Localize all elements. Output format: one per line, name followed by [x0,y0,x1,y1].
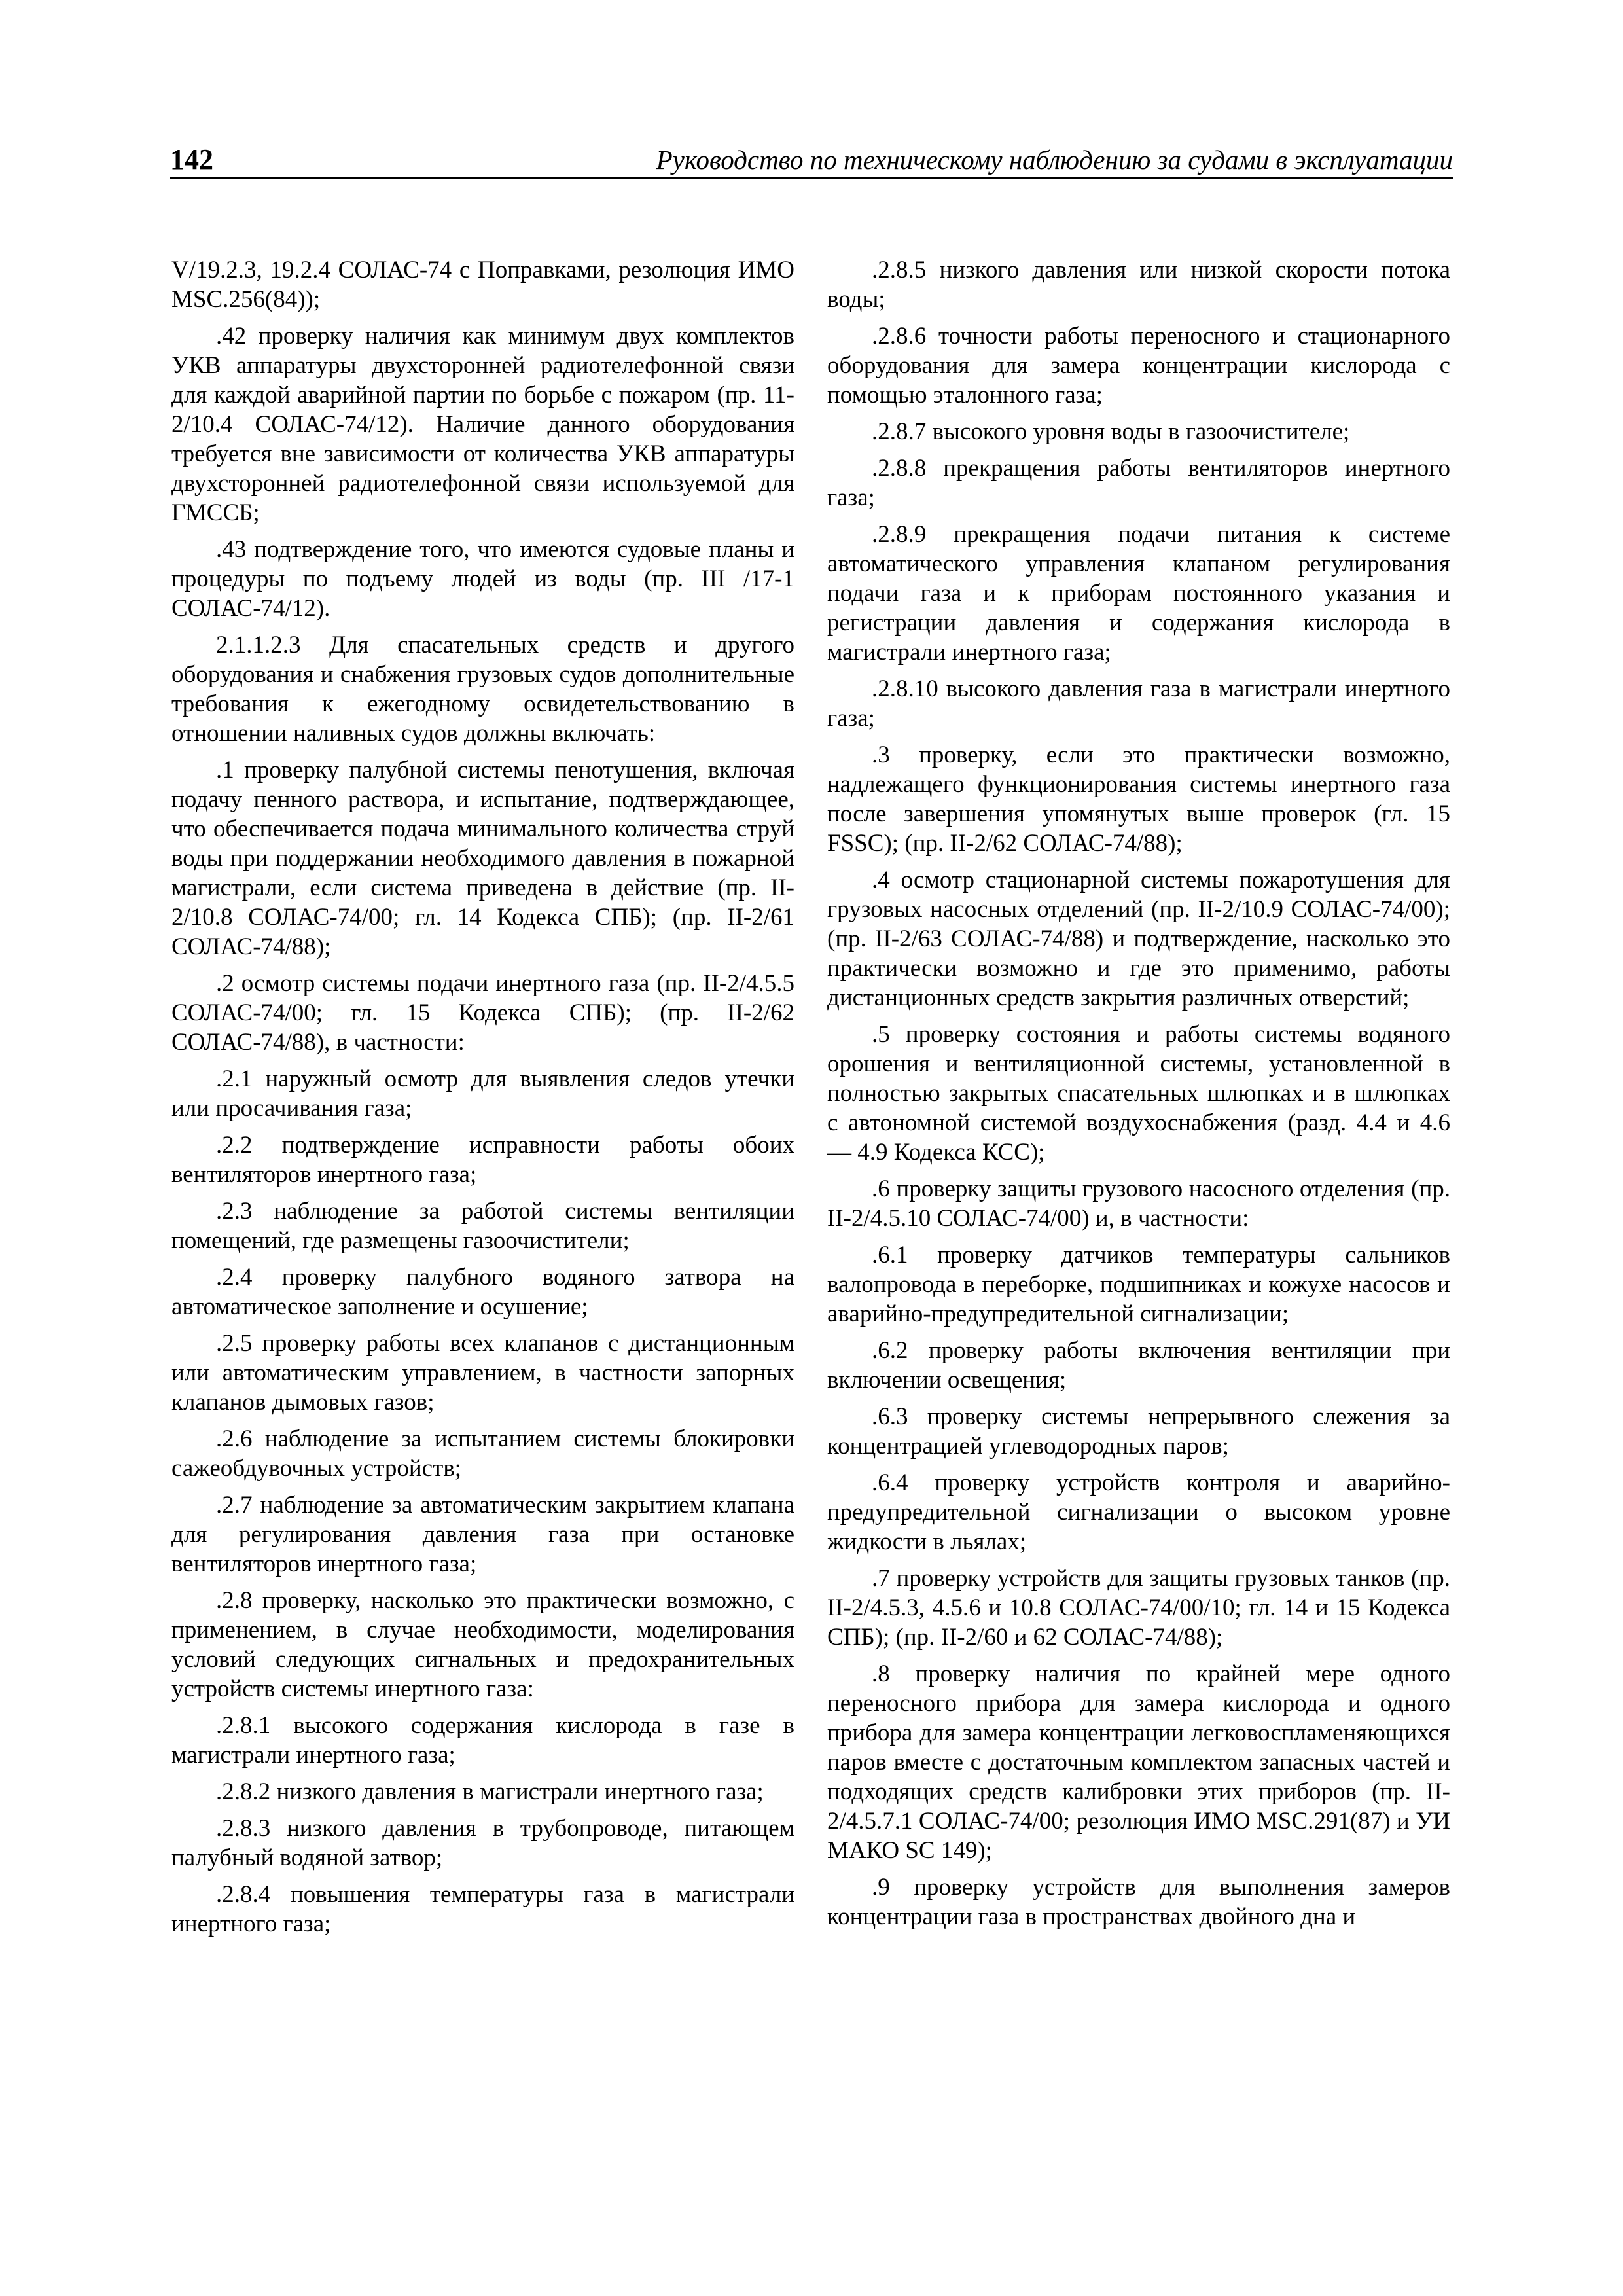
paragraph: .6.2 проверку работы включения вентиляции при включении освещения; [827,1337,1450,1393]
paragraph: .6.3 проверку системы непрерывного слежения за концентрацией углеводородных паров; [827,1403,1450,1460]
paragraph: .2 осмотр системы подачи инертного газа (пр. II-2/4.5.5 СОЛАС-74/00; гл. 15 Кодекса СПБ); (пр. II-2/62 СОЛАС-74/88), в частности: [171,970,794,1056]
paragraph: .2.8.9 прекращения подачи питания к системе автоматического управления клапаном регулирования подачи газа и к приборам постоянного указания и регистрации давления и содержания кислорода в магистрали инертного газа; [827,521,1450,666]
running-title: Руководство по техническому наблюдению за судами в эксплуатации [656,145,1453,175]
paragraph: .1 проверку палубной системы пенотушения, включая подачу пенного раствора, и испытание, подтверждающее, что обеспечивается подача минимального количества струй воды при поддержании необходимого давления в пожарной магистрали, если система приведена в действие (пр. II-2/10.8 СОЛАС-74/00; гл. 14 Кодекса СПБ); (пр. II-2/61 СОЛАС-74/88); [171,757,794,960]
paragraph: .6 проверку защиты грузового насосного отделения (пр. II-2/4.5.10 СОЛАС-74/00) и, в частности: [827,1175,1450,1232]
paragraph: .2.8.10 высокого давления газа в магистрали инертного газа; [827,675,1450,732]
paragraph: .2.1 наружный осмотр для выявления следов утечки или просачивания газа; [171,1066,794,1122]
paragraph: .2.8.6 точности работы переносного и стационарного оборудования для замера концентрации кислорода с помощью эталонного газа; [827,323,1450,408]
paragraph: .2.7 наблюдение за автоматическим закрытием клапана для регулирования давления газа при остановке вентиляторов инертного газа; [171,1492,794,1577]
right-column [827,255,1450,1939]
paragraph: .43 подтверждение того, что имеются судовые планы и процедуры по подъему людей из воды (пр. III /17-1 СОЛАС-74/12). [171,536,794,622]
paragraph: .2.8 проверку, насколько это практически возможно, с применением, в случае необходимости, моделирования условий следующих сигнальных и предохранительных устройств системы инертного газа: [171,1587,794,1702]
paragraph: .2.8.8 прекращения работы вентиляторов инертного газа; [827,455,1450,511]
paragraph: .2.8.3 низкого давления в трубопроводе, питающем палубный водяной затвор; [171,1815,794,1871]
paragraph: .2.5 проверку работы всех клапанов с дистанционным или автоматическим управлением, в частности запорных клапанов дымовых газов; [171,1330,794,1416]
paragraph: .2.3 наблюдение за работой системы вентиляции помещений, где размещены газоочистители; [171,1198,794,1254]
paragraph: .4 осмотр стационарной системы пожаротушения для грузовых насосных отделений (пр. II-2/10.9 СОЛАС-74/00); (пр. II-2/63 СОЛАС-74/88) и подтверждение, насколько это практически возможно и где это применимо, работы дистанционных средств закрытия различных отверстий; [827,867,1450,1011]
paragraph: .2.8.4 повышения температуры газа в магистрали инертного газа; [171,1881,794,1937]
paragraph: .2.6 наблюдение за испытанием системы блокировки сажеобдувочных устройств; [171,1426,794,1482]
paragraph: .2.8.7 высокого уровня воды в газоочистителе; [872,418,1350,445]
paragraph: V/19.2.3, 19.2.4 СОЛАС-74 с Поправками, резолюция ИМО MSC.256(84)); [171,257,794,313]
paragraph: .5 проверку состояния и работы системы водяного орошения и вентиляционной системы, установленной в полностью закрытых спасательных шлюпках и в шлюпках с автономной системой воздухоснабжения (разд. 4.4 и 4.6 — 4.9 Кодекса КСС); [827,1021,1450,1166]
paragraph: .2.2 подтверждение исправности работы обоих вентиляторов инертного газа; [171,1132,794,1188]
paragraph: .2.8.1 высокого содержания кислорода в газе в магистрали инертного газа; [171,1712,794,1768]
paragraph: .9 проверку устройств для выполнения замеров концентрации газа в пространствах двойного дна и [827,1874,1450,1930]
paragraph: .6.4 проверку устройств контроля и аварийно-предупредительной сигнализации о высоком уровне жидкости в льялах; [827,1469,1450,1555]
page-header [170,143,1453,179]
paragraph: .7 проверку устройств для защиты грузовых танков (пр. II-2/4.5.3, 4.5.6 и 10.8 СОЛАС-74/00/10; гл. 14 и 15 Кодекса СПБ); (пр. II-2/60 и 62 СОЛАС-74/88); [827,1565,1450,1651]
left-column [171,255,794,1946]
paragraph: .3 проверку, если это практически возможно, надлежащего функционирования системы инертного газа после завершения упомянутых выше проверок (гл. 15 FSSC); (пр. II-2/62 СОЛАС-74/88); [827,742,1450,857]
page-number: 142 [170,143,213,175]
paragraph: 2.1.1.2.3 Для спасательных средств и другого оборудования и снабжения грузовых судов дополнительные требования к ежегодному освидетельствованию в отношении наливных судов должны включать: [171,632,794,747]
paragraph: .6.1 проверку датчиков температуры сальников валопровода в переборке, подшипниках и кожухе насосов и аварийно-предупредительной сигнализации; [827,1242,1450,1327]
paragraph: .2.8.2 низкого давления в магистрали инертного газа; [216,1778,764,1805]
paragraph: .42 проверку наличия как минимум двух комплектов УКВ аппаратуры двухсторонней радиотелефонной связи для каждой аварийной партии по борьбе с пожаром (пр. 11-2/10.4 СОЛАС-74/12). Наличие данного оборудования требуется вне зависимости от количества УКВ аппаратуры двухсторонней радиотелефонной связи используемой для ГМССБ; [171,323,794,526]
paragraph: .2.4 проверку палубного водяного затвора на автоматическое заполнение и осушение; [171,1264,794,1320]
paragraph: .2.8.5 низкого давления или низкой скорости потока воды; [827,257,1450,313]
paragraph: .8 проверку наличия по крайней мере одного переносного прибора для замера кислорода и одного прибора для замера концентрации легковоспламеняющихся паров вместе с достаточным комплектом запасных частей и подходящих средств калибровки этих приборов (пр. II-2/4.5.7.1 СОЛАС-74/00; резолюция ИМО MSC.291(87) и УИ МАКО SC 149); [827,1660,1450,1864]
